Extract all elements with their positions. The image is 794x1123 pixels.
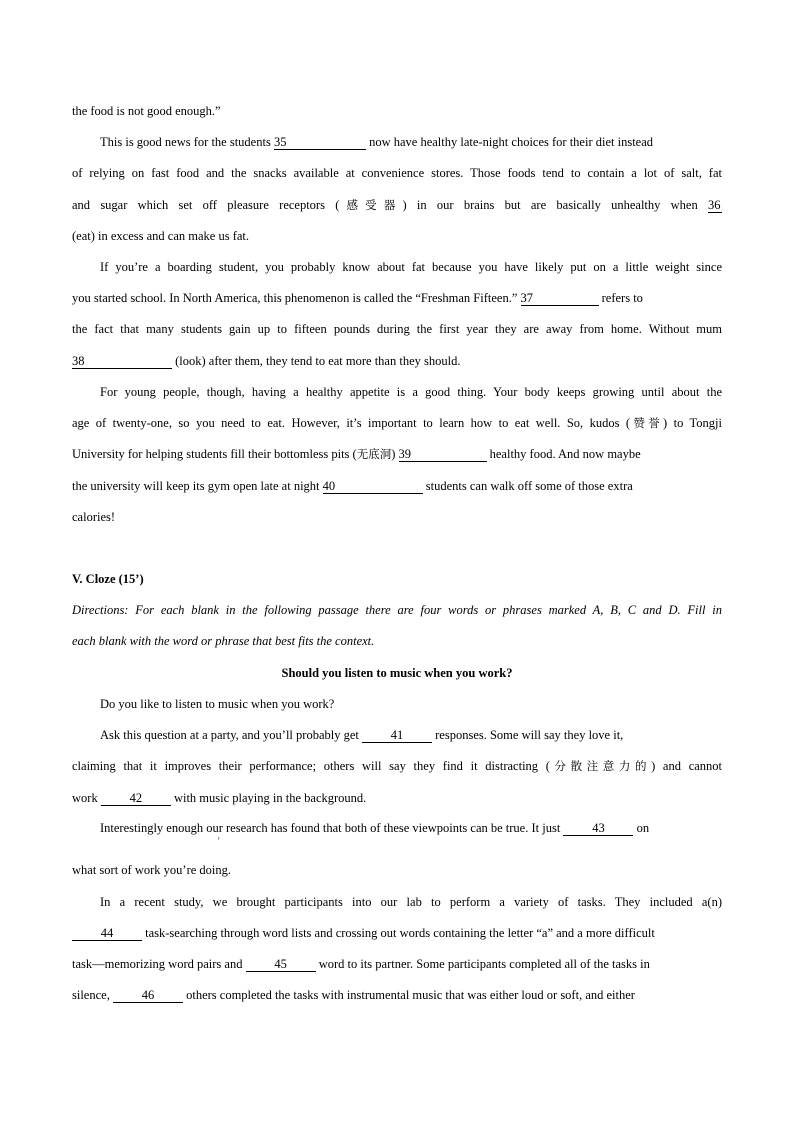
text: If you’re a boarding student, you probably know about fat because you have likely put on a little weight since: [100, 260, 722, 274]
text: Interestingly enough: [100, 821, 204, 835]
paragraph-line: [72, 197, 722, 213]
blank-38[interactable]: 38: [72, 355, 172, 369]
text: you started school. In North America, this phenomenon is called the “Freshman Fifteen.”: [72, 291, 521, 305]
text: calories!: [72, 510, 116, 524]
paragraph-line: [100, 727, 722, 743]
text: age of twenty-one, so you need to eat. However, it’s important to learn how to eat well. So, kudos (: [72, 416, 631, 430]
paragraph-line: [72, 290, 722, 306]
text: task-searching through word lists and crossing out words containing the letter “a” and a more difficult: [142, 926, 655, 940]
blank-43[interactable]: 43: [563, 822, 633, 836]
paragraph-line: [100, 820, 722, 836]
directions-line: [72, 602, 722, 618]
blank-41[interactable]: 41: [362, 729, 432, 743]
text: work: [72, 791, 101, 805]
chinese-gloss: 分散注意力的: [549, 759, 652, 773]
blank-39[interactable]: 39: [399, 448, 487, 462]
text: ): [391, 447, 399, 461]
paragraph-line: [72, 758, 722, 774]
text: In a recent study, we brought participants into our lab to perform a variety of tasks. They included a(n): [100, 895, 722, 909]
text: Ask this question at a party, and you’ll probably get: [100, 728, 362, 742]
blank-44[interactable]: 44: [72, 927, 142, 941]
paragraph-line: [72, 165, 722, 181]
paragraph-line: [100, 696, 722, 712]
paragraph-line: [72, 509, 722, 525]
chinese-gloss: 无底洞: [356, 447, 392, 461]
text: silence,: [72, 988, 113, 1002]
text: word to its partner. Some participants completed all of the tasks in: [315, 957, 650, 971]
text: the food is not good enough.”: [72, 104, 221, 118]
text: of relying on fast food and the snacks available at convenience stores. Those foods tend to contain a lot of salt, fat: [72, 166, 722, 180]
text: responses. Some will say they love it,: [432, 728, 624, 742]
text: Do you like to listen to music when you work?: [100, 697, 335, 711]
passage-title: Should you listen to music when you work?: [281, 666, 513, 680]
blank-35[interactable]: 35: [274, 136, 366, 150]
directions-line: [72, 633, 722, 649]
stray-mark: ': [218, 836, 220, 846]
text: Directions: For each blank in the following passage there are four words or phrases marked A, B, C and D. Fill in: [72, 603, 722, 617]
text: For young people, though, having a healthy appetite is a good thing. Your body keeps growing until about the: [100, 385, 722, 399]
paragraph-line: [72, 956, 722, 972]
text: University for helping students fill their bottomless pits (: [72, 447, 357, 461]
text: ) and cannot: [651, 759, 723, 773]
chinese-gloss: 感受器: [339, 198, 403, 212]
blank-45[interactable]: 45: [246, 958, 316, 972]
paragraph-line: [100, 259, 722, 275]
text: ) to Tongji: [663, 416, 723, 430]
text: ) in our brains but are basically unhealthy when: [402, 198, 708, 212]
chinese-gloss: 赞誉: [630, 416, 664, 430]
text: (eat) in excess and can make us fat.: [72, 229, 250, 243]
text: refers to: [598, 291, 643, 305]
paragraph-line: [72, 446, 722, 462]
paragraph-line: [72, 790, 722, 806]
text: what sort of work you’re doing.: [72, 863, 231, 877]
blank-42[interactable]: 42: [101, 792, 171, 806]
text: healthy food. And now maybe: [486, 447, 641, 461]
blank-46[interactable]: 46: [113, 989, 183, 1003]
blank-40[interactable]: 40: [323, 480, 423, 494]
text: now have healthy late-night choices for their diet instead: [365, 135, 654, 149]
paragraph-line: [72, 478, 722, 494]
text: others completed the tasks with instrumental music that was either loud or soft, and either: [182, 988, 635, 1002]
paragraph-line: [100, 134, 722, 150]
paragraph-line: [72, 321, 722, 337]
text: and sugar which set off pleasure receptors (: [72, 198, 340, 212]
text: the fact that many students gain up to fifteen pounds during the first year they are away from home. Without mum: [72, 322, 722, 336]
text: each blank with the word or phrase that best fits the context.: [72, 634, 375, 648]
paragraph-line: [72, 925, 722, 941]
text: students can walk off some of those extra: [422, 479, 633, 493]
paragraph-line: [72, 228, 722, 244]
blank-37[interactable]: 37: [521, 292, 599, 306]
text: with music playing in the background.: [170, 791, 367, 805]
text: on: [633, 821, 650, 835]
paragraph-line: [100, 384, 722, 400]
paragraph-line: [72, 987, 722, 1003]
text: the university will keep its gym open late at night: [72, 479, 323, 493]
text: task—memorizing word pairs and: [72, 957, 246, 971]
text: This is good news for the students: [100, 135, 274, 149]
paragraph-line: [72, 353, 722, 369]
section-heading: V. Cloze (15’): [72, 572, 144, 586]
blank-36[interactable]: 36: [708, 198, 721, 212]
text: our research has found that both of these viewpoints can be true. It just: [203, 821, 564, 835]
paragraph-line: [100, 894, 722, 910]
text: (look) after them, they tend to eat more than they should.: [172, 354, 461, 368]
paragraph-line: [72, 415, 722, 431]
paragraph-line: [72, 862, 722, 878]
paragraph-line: [72, 103, 722, 119]
text: claiming that it improves their performance; others will say they find it distracting (: [72, 759, 550, 773]
